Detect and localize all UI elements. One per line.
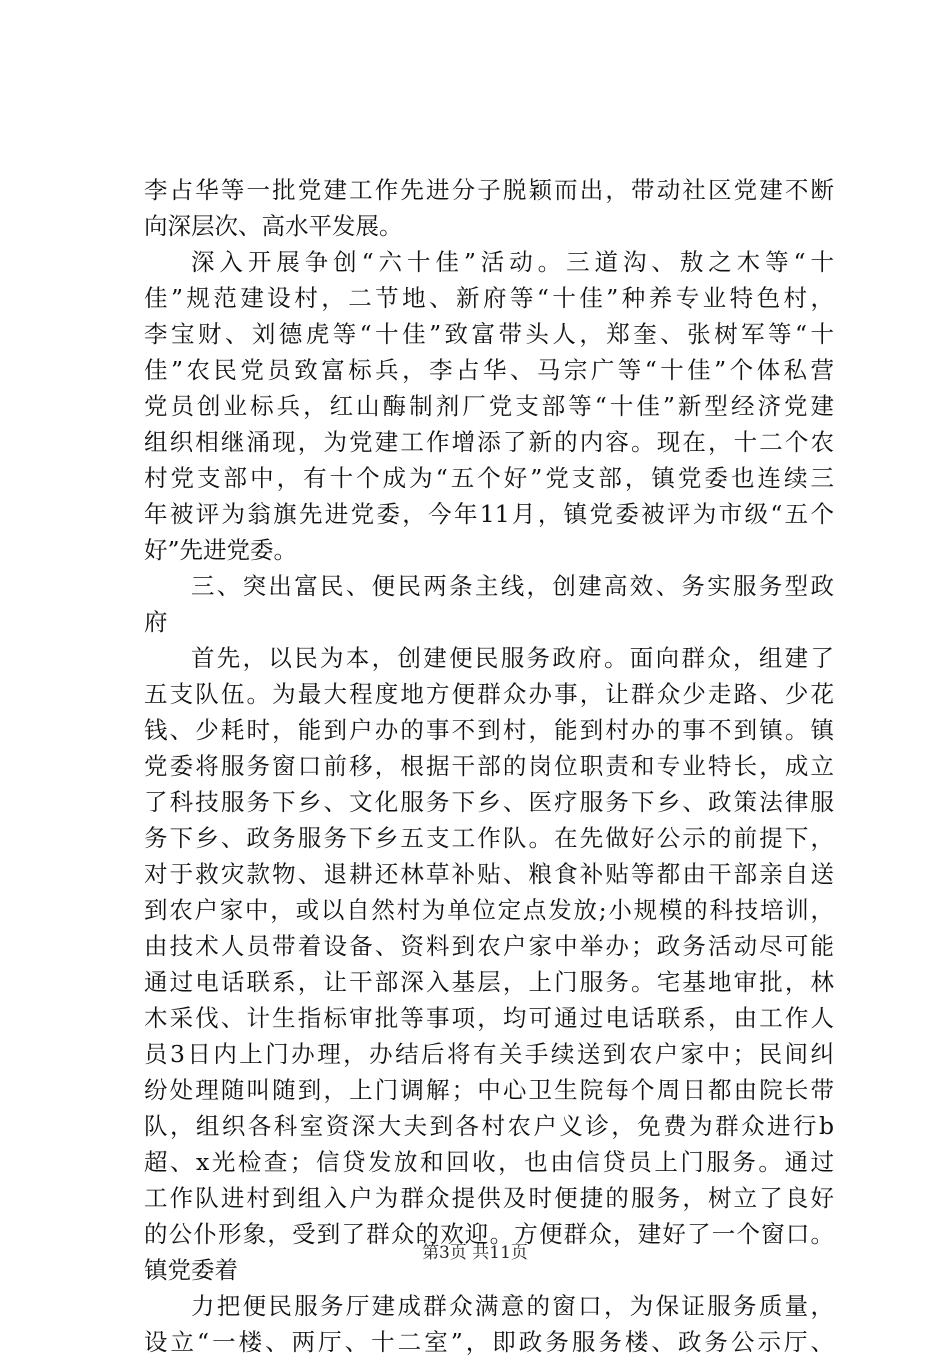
text-line: 由技术人员带着设备、资料到农户家中举办；政务活动尽可能: [144, 932, 834, 960]
text-line: 首先，以民为本，创建便民服务政府。面向群众，组建了: [191, 644, 834, 672]
text-line: 工作队进村到组入户为群众提供及时便捷的服务，树立了良好: [144, 1184, 834, 1212]
text-line: 纷处理随叫随到，上门调解；中心卫生院每个周日都由院长带: [144, 1076, 834, 1104]
text-line: 对于救灾款物、退耕还林草补贴、粮食补贴等都由干部亲自送: [144, 860, 834, 888]
text-line: 队，组织各科室资深大夫到各村农户义诊，免费为群众进行b: [144, 1112, 834, 1140]
text-line: 到农户家中，或以自然村为单位定点发放;小规模的科技培训，: [144, 896, 834, 924]
text-line: 李宝财、刘德虎等“十佳”致富带头人，郑奎、张树军等“十: [144, 320, 834, 348]
text-line: 力把便民服务厅建成群众满意的窗口，为保证服务质量，: [191, 1292, 834, 1320]
text-line: 年被评为翁旗先进党委，今年11月，镇党委被评为市级“五个: [144, 500, 834, 528]
section-heading: 府: [144, 608, 168, 636]
text-line: 务下乡、政务服务下乡五支工作队。在先做好公示的前提下，: [144, 824, 834, 852]
text-line: 深入开展争创“六十佳”活动。三道沟、敖之木等“十: [191, 248, 834, 276]
section-heading: 三、突出富民、便民两条主线，创建高效、务实服务型政: [191, 572, 834, 600]
text-line: 了科技服务下乡、文化服务下乡、医疗服务下乡、政策法律服: [144, 788, 834, 816]
document-body: [144, 172, 834, 1360]
text-line: 佳”农民党员致富标兵，李占华、马宗广等“十佳”个体私营: [144, 356, 834, 384]
text-line: 设立“一楼、两厅、十二室”，即政务服务楼、政务公示厅、: [144, 1328, 834, 1356]
text-line: 佳”规范建设村，二节地、新府等“十佳”种养专业特色村，: [144, 284, 834, 312]
text-line: 向深层次、高水平发展。: [144, 212, 403, 240]
text-line: 党委将服务窗口前移，根据干部的岗位职责和专业特长，成立: [144, 752, 834, 780]
text-line: 员3日内上门办理，办结后将有关手续送到农户家中；民间纠: [144, 1040, 834, 1068]
text-line: 五支队伍。为最大程度地方便群众办事，让群众少走路、少花: [144, 680, 834, 708]
text-line: 村党支部中，有十个成为“五个好”党支部，镇党委也连续三: [144, 464, 834, 492]
text-line: 镇党委着: [144, 1256, 238, 1284]
text-line: 钱、少耗时，能到户办的事不到村，能到村办的事不到镇。镇: [144, 716, 834, 744]
text-line: 李占华等一批党建工作先进分子脱颖而出，带动社区党建不断: [144, 176, 834, 204]
text-line: 好”先进党委。: [144, 536, 298, 564]
text-line: 超、x光检查；信贷发放和回收，也由信贷员上门服务。通过: [144, 1148, 834, 1176]
text-line: 木采伐、计生指标审批等事项，均可通过电话联系，由工作人: [144, 1004, 834, 1032]
text-line: 党员创业标兵，红山酶制剂厂党支部等“十佳”新型经济党建: [144, 392, 834, 420]
text-line: 的公仆形象，受到了群众的欢迎。方便群众，建好了一个窗口。: [144, 1220, 834, 1248]
page-number-footer: 第3页 共11页: [422, 1243, 528, 1263]
text-line: 组织相继涌现，为党建工作增添了新的内容。现在，十二个农: [144, 428, 834, 456]
text-line: 通过电话联系，让干部深入基层，上门服务。宅基地审批，林: [144, 968, 834, 996]
